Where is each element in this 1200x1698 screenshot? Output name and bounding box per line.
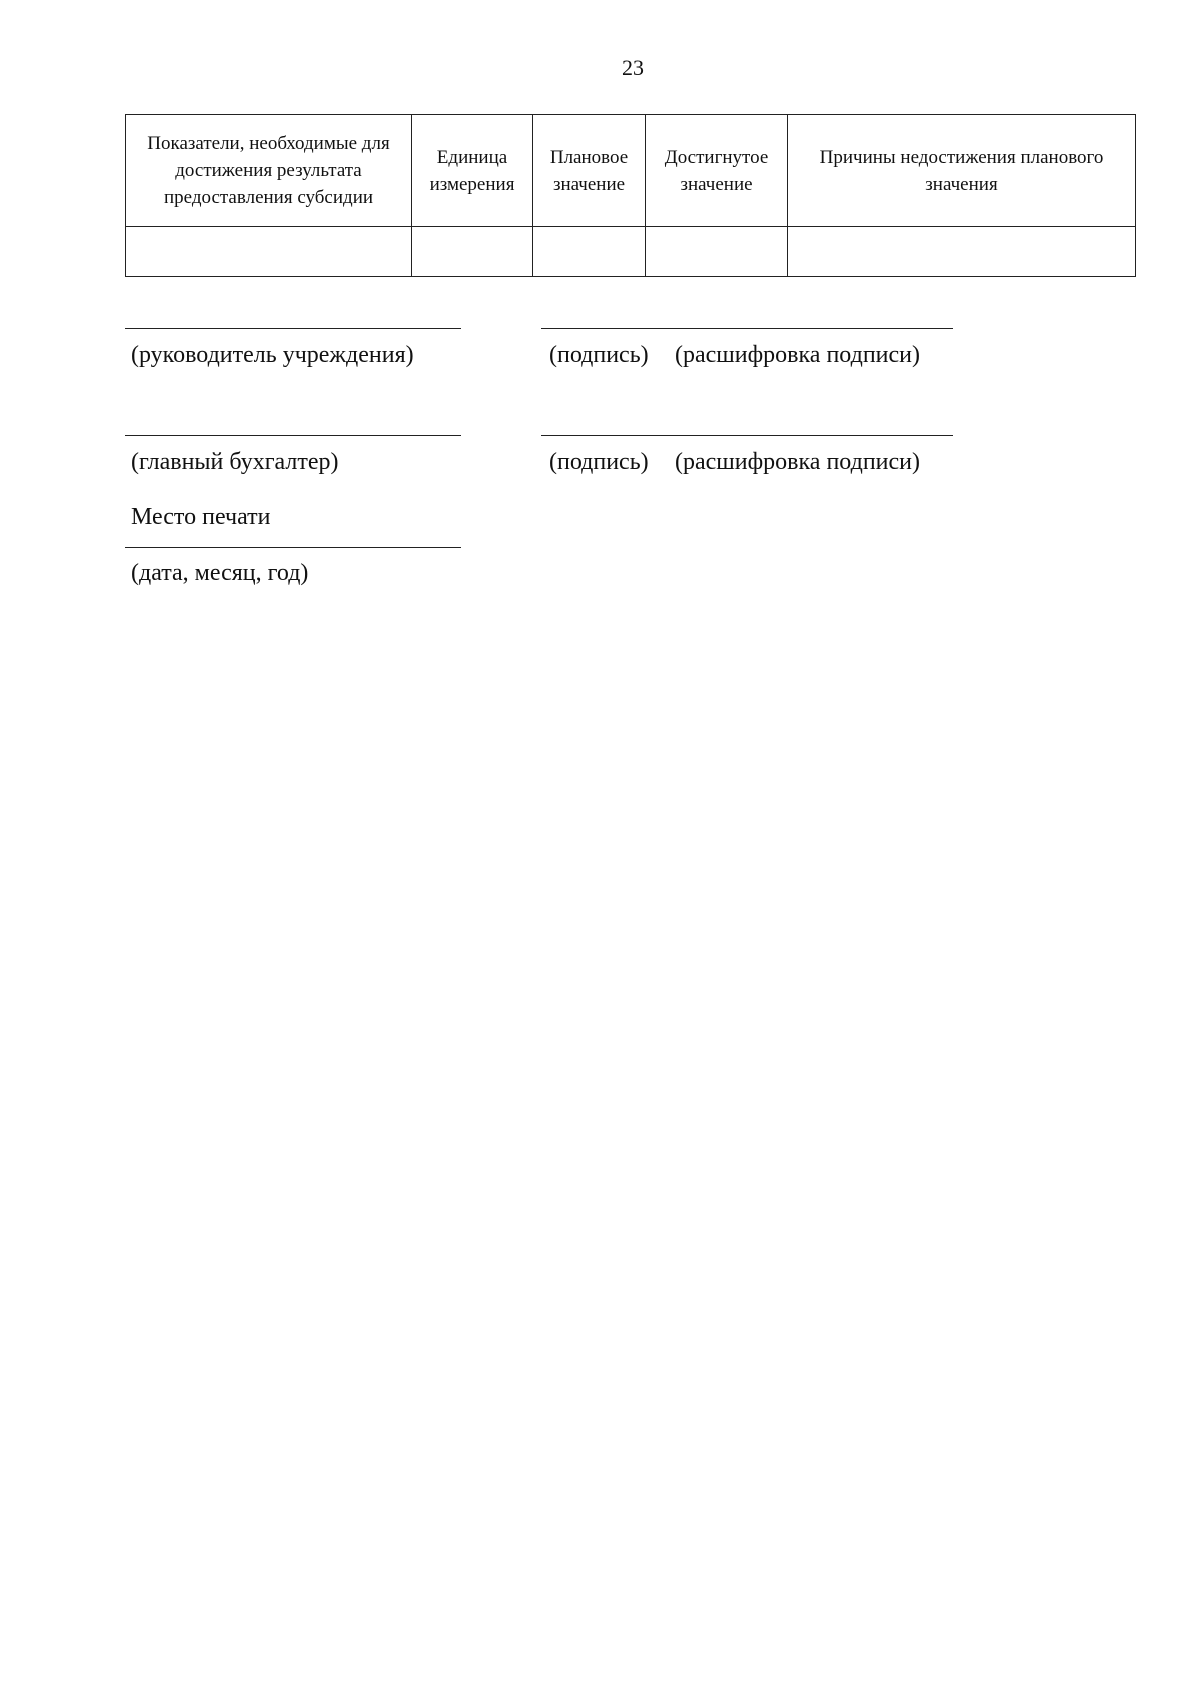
head-signature-line	[541, 328, 953, 329]
stamp-place-label: Место печати	[131, 504, 271, 530]
accountant-signature-line	[541, 435, 953, 436]
header-achieved-value: Достигнутое значение	[646, 115, 788, 227]
header-unit: Единица измерения	[412, 115, 533, 227]
accountant-decoding-label: (расшифровка подписи)	[675, 449, 920, 475]
head-role-line	[125, 328, 461, 329]
header-planned-value: Плановое значение	[533, 115, 646, 227]
head-signature-label: (подпись)	[549, 342, 649, 368]
page-number: 23	[622, 55, 644, 80]
header-indicators: Показатели, необходимые для достижения результата предоставления субсидии	[126, 115, 412, 227]
head-decoding-label: (расшифровка подписи)	[675, 342, 920, 368]
table-cell[interactable]	[412, 227, 533, 277]
table-cell[interactable]	[788, 227, 1136, 277]
date-line	[125, 547, 461, 548]
table-cell[interactable]	[126, 227, 412, 277]
header-reasons: Причины недостижения планового значения	[788, 115, 1136, 227]
date-label: (дата, месяц, год)	[131, 560, 309, 586]
table-cell[interactable]	[533, 227, 646, 277]
accountant-signature-label: (подпись)	[549, 449, 649, 475]
table-header-row	[126, 115, 1136, 227]
accountant-role-label: (главный бухгалтер)	[131, 449, 339, 475]
table-cell[interactable]	[646, 227, 788, 277]
accountant-role-line	[125, 435, 461, 436]
table-row	[126, 227, 1136, 277]
head-role-label: (руководитель учреждения)	[131, 342, 414, 368]
indicators-table	[125, 114, 1136, 277]
